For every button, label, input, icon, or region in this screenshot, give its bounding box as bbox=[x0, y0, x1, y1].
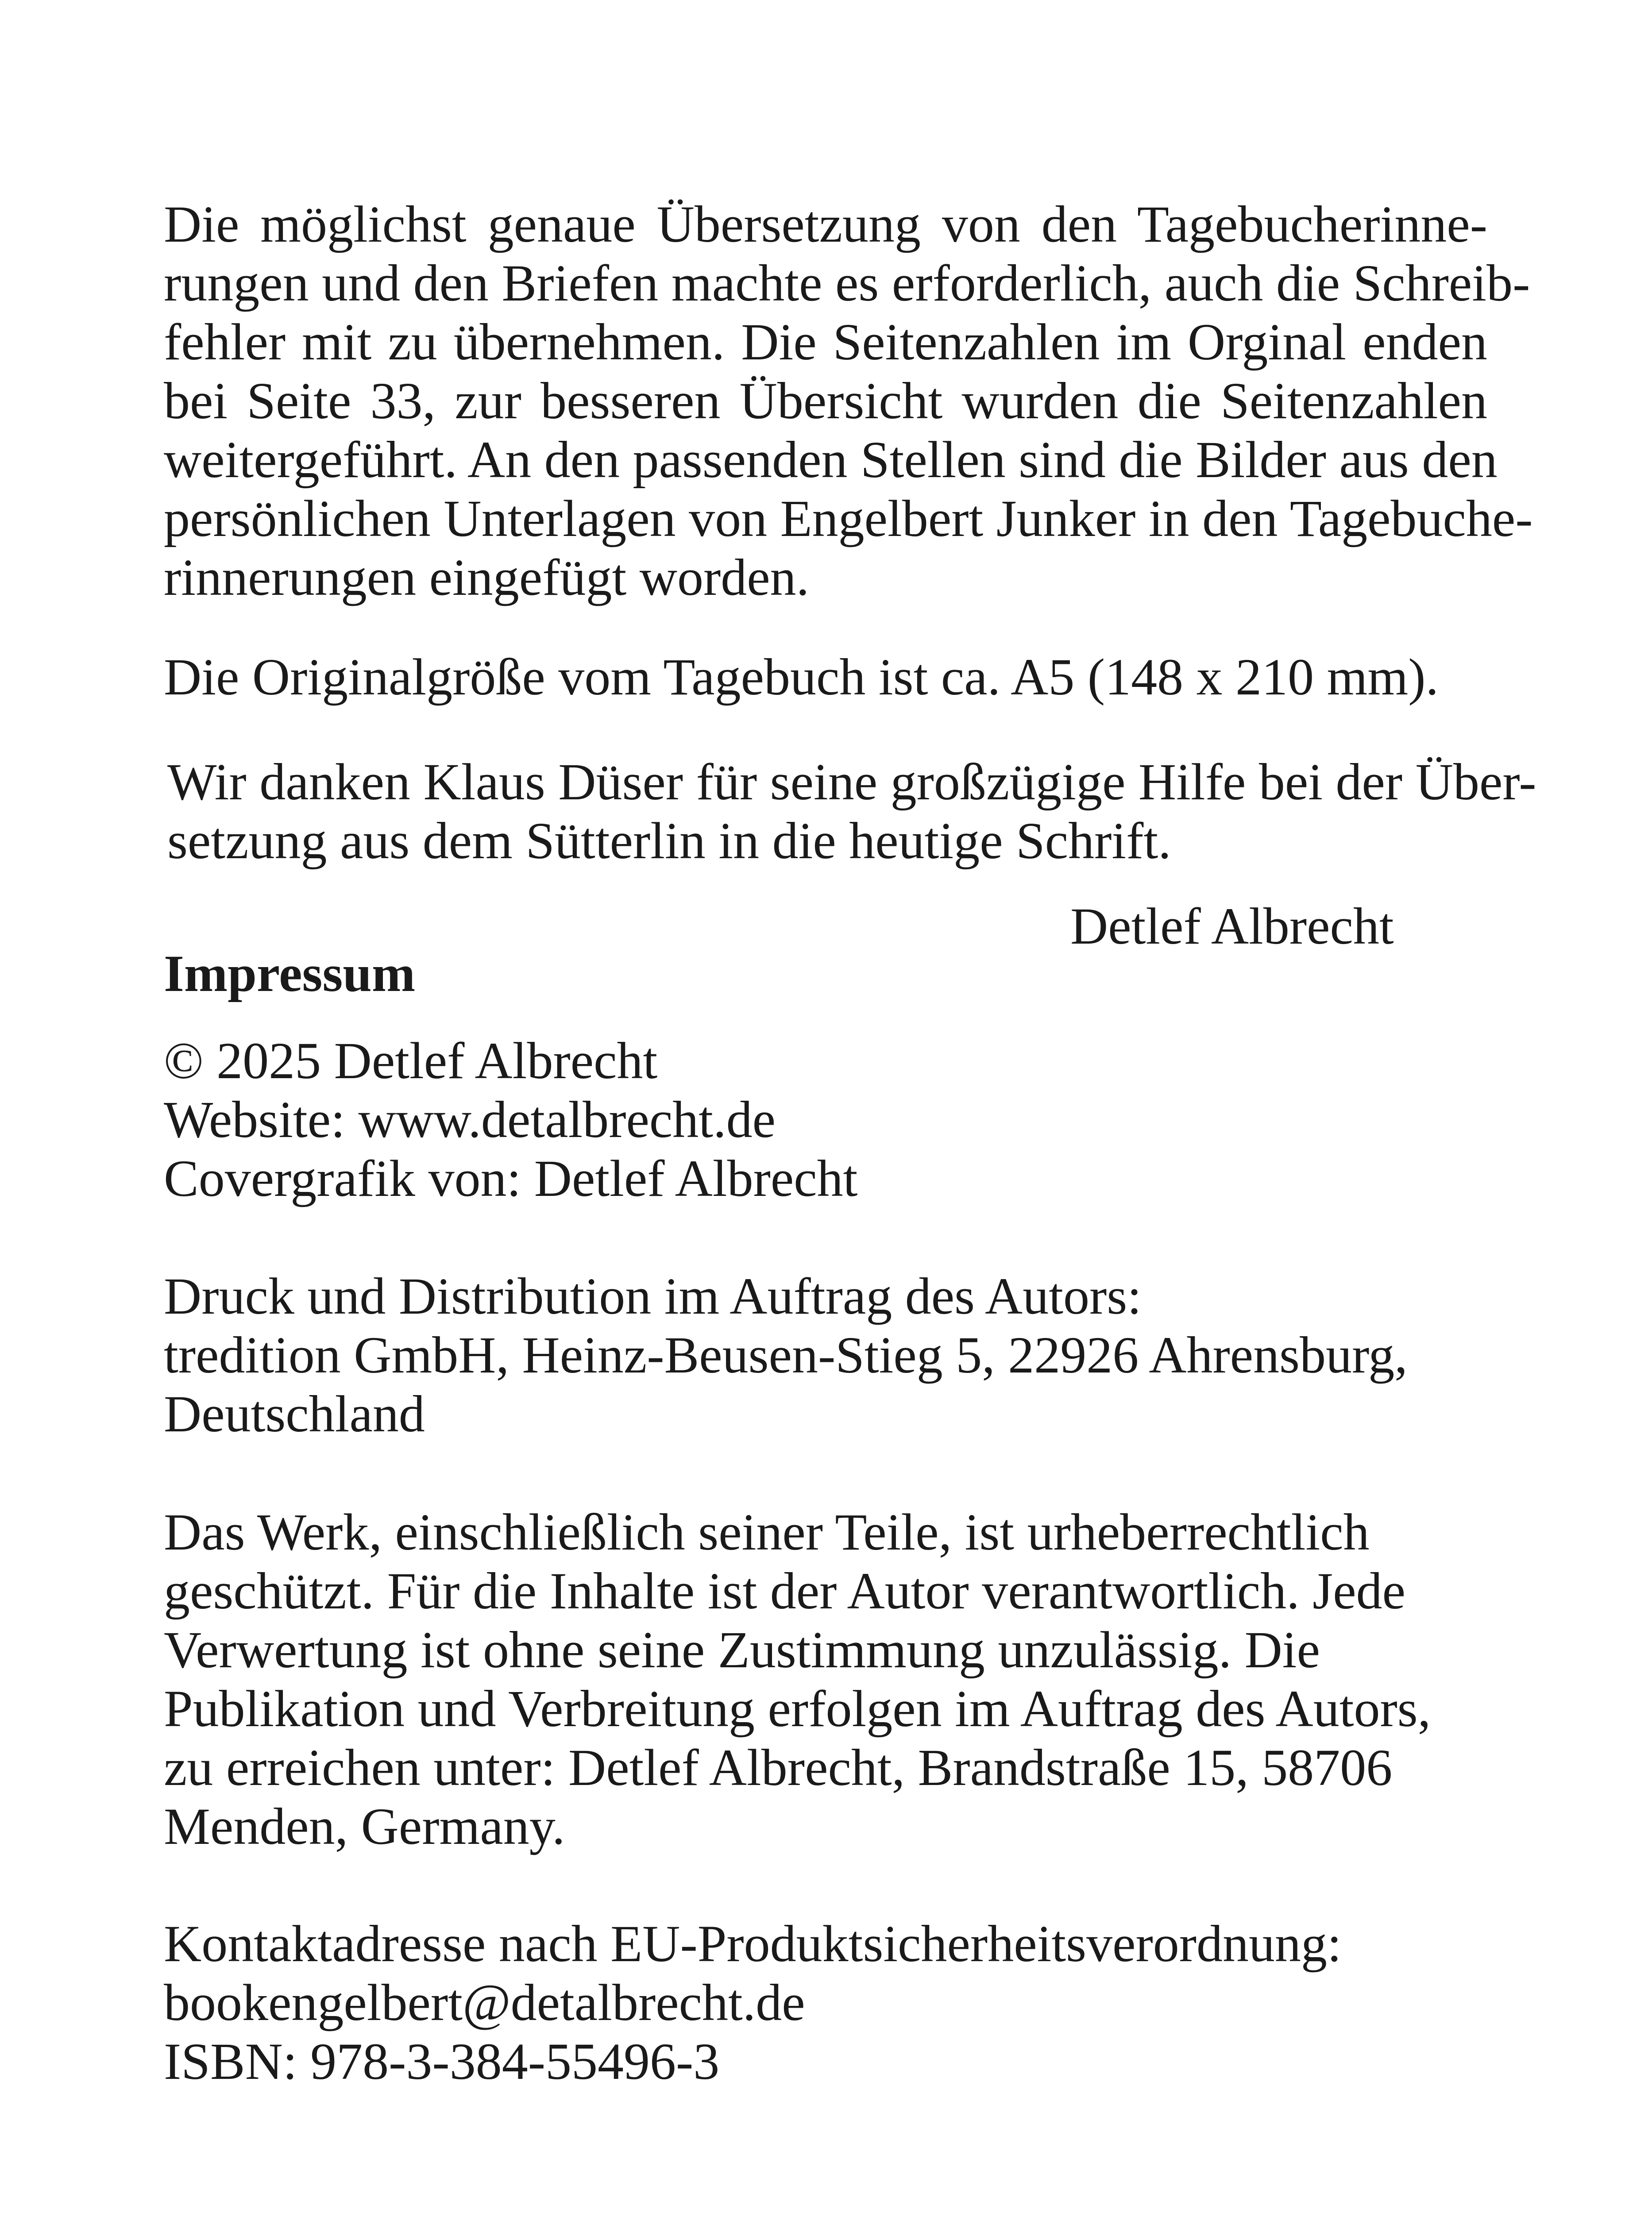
rights-line: Das Werk, einschließlich seiner Teile, ist urheberrechtlich bbox=[164, 1503, 1370, 1561]
rights-line: geschützt. Für die Inhalte ist der Autor verantwortlich. Jede bbox=[164, 1562, 1405, 1620]
rights-block bbox=[164, 1503, 1431, 1856]
intro-line: rungen und den Briefen machte es erforderlich, auch die Schreib- bbox=[164, 254, 1530, 312]
intro-line: Die möglichst genaue Übersetzung von den Tagebucherinne- bbox=[164, 195, 1487, 253]
impressum-heading: Impressum bbox=[164, 945, 416, 1002]
intro-paragraph bbox=[164, 195, 1533, 607]
intro-line: rinnerungen eingefügt worden. bbox=[164, 548, 810, 606]
rights-line: zu erreichen unter: Detlef Albrecht, Brandstraße 15, 58706 bbox=[164, 1739, 1393, 1797]
thanks-line: setzung aus dem Sütterlin in die heutige Schrift. bbox=[167, 812, 1171, 870]
website-line: Website: www.detalbrecht.de bbox=[164, 1091, 776, 1149]
thanks-paragraph bbox=[167, 752, 1536, 870]
cover-credit-line: Covergrafik von: Detlef Albrecht bbox=[164, 1149, 858, 1207]
contact-block bbox=[164, 1914, 1342, 2091]
copyright-block bbox=[164, 1031, 857, 1208]
intro-line: weitergeführt. An den passenden Stellen sind die Bilder aus den bbox=[164, 431, 1498, 489]
email-line: bookengelbert@detalbrecht.de bbox=[164, 1974, 805, 2032]
isbn-line: ISBN: 978-3-384-55496-3 bbox=[164, 2032, 720, 2090]
rights-line: Verwertung ist ohne seine Zustimmung unzulässig. Die bbox=[164, 1621, 1320, 1679]
original-size-note: Die Originalgröße vom Tagebuch ist ca. A5 (148 x 210 mm). bbox=[164, 648, 1439, 706]
copyright-line: © 2025 Detlef Albrecht bbox=[164, 1032, 658, 1090]
print-line: tredition GmbH, Heinz-Beusen-Stieg 5, 22926 Ahrensburg, bbox=[164, 1326, 1408, 1384]
intro-line: fehler mit zu übernehmen. Die Seitenzahlen im Orginal enden bbox=[164, 313, 1487, 371]
signature: Detlef Albrecht bbox=[1070, 897, 1394, 955]
contact-line: Kontaktadresse nach EU-Produktsicherheitsverordnung: bbox=[164, 1915, 1342, 1973]
rights-line: Menden, Germany. bbox=[164, 1797, 565, 1855]
print-line: Druck und Distribution im Auftrag des Autors: bbox=[164, 1267, 1142, 1325]
print-block bbox=[164, 1267, 1408, 1443]
print-line: Deutschland bbox=[164, 1385, 425, 1443]
thanks-line: Wir danken Klaus Düser für seine großzügige Hilfe bei der Über- bbox=[167, 753, 1536, 811]
intro-line: bei Seite 33, zur besseren Übersicht wurden die Seitenzahlen bbox=[164, 372, 1487, 430]
intro-line: persönlichen Unterlagen von Engelbert Junker in den Tagebuche- bbox=[164, 490, 1533, 547]
rights-line: Publikation und Verbreitung erfolgen im Auftrag des Autors, bbox=[164, 1680, 1431, 1738]
